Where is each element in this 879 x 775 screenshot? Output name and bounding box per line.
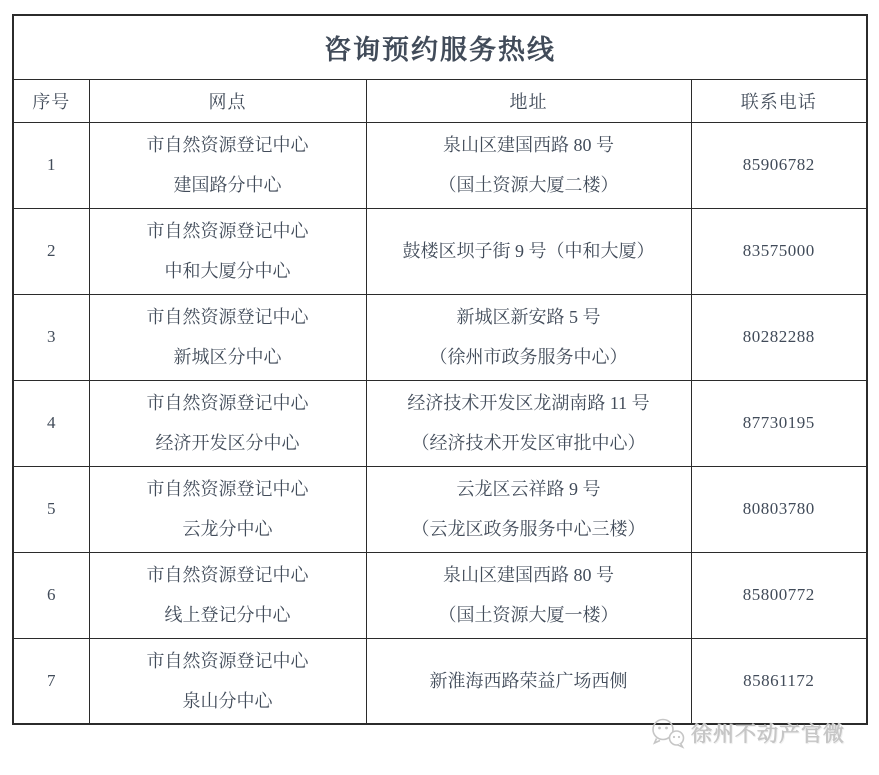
branch-line: 线上登记分中心	[164, 605, 291, 625]
cell-serial-number: 2	[13, 208, 89, 294]
cell-branch	[89, 294, 366, 380]
cell-serial-number: 5	[13, 466, 89, 552]
cell-branch	[89, 466, 366, 552]
address-line: （国土资源大厦一楼）	[438, 605, 619, 625]
address-line: （徐州市政务服务中心）	[429, 347, 628, 367]
cell-phone: 85861172	[691, 638, 867, 724]
branch-line: 泉山分中心	[182, 690, 273, 711]
address-line: 经济技术开发区龙湖南路 11 号	[407, 393, 650, 413]
cell-branch	[89, 122, 366, 208]
cell-phone: 87730195	[691, 380, 867, 466]
branch-line: 市自然资源登记中心	[146, 650, 309, 671]
cell-address	[366, 122, 691, 208]
cell-serial-number: 1	[13, 122, 89, 208]
cell-phone: 80803780	[691, 466, 867, 552]
cell-branch	[89, 208, 366, 294]
branch-line: 经济开发区分中心	[155, 433, 300, 453]
cell-address	[366, 208, 691, 294]
cell-serial-number: 6	[13, 552, 89, 638]
cell-serial-number: 7	[13, 638, 89, 724]
header-address: 地址	[366, 79, 691, 122]
branch-line: 新城区分中心	[173, 347, 282, 367]
address-line: 泉山区建国西路 80 号	[443, 565, 614, 585]
header-serial-number: 序号	[13, 79, 89, 122]
table-row	[13, 294, 867, 380]
cell-branch	[89, 380, 366, 466]
wechat-icon	[650, 717, 686, 749]
cell-address	[366, 294, 691, 380]
branch-line: 建国路分中心	[173, 175, 282, 195]
branch-line: 市自然资源登记中心	[146, 393, 309, 413]
cell-branch	[89, 638, 366, 724]
cell-address	[366, 466, 691, 552]
cell-phone: 85800772	[691, 552, 867, 638]
cell-address	[366, 380, 691, 466]
address-line: 鼓楼区坝子街 9 号（中和大厦）	[402, 241, 655, 261]
table-row	[13, 380, 867, 466]
branch-line: 市自然资源登记中心	[146, 221, 309, 241]
cell-address	[366, 638, 691, 724]
table-body	[13, 122, 867, 724]
table-row	[13, 208, 867, 294]
cell-serial-number: 3	[13, 294, 89, 380]
address-line: 新城区新安路 5 号	[456, 307, 601, 327]
address-line: （云龙区政务服务中心三楼）	[411, 519, 646, 539]
address-line: （国土资源大厦二楼）	[438, 175, 619, 195]
branch-line: 市自然资源登记中心	[146, 135, 309, 155]
table-title: 咨询预约服务热线	[13, 15, 867, 79]
branch-line: 市自然资源登记中心	[146, 479, 309, 499]
watermark-text: 徐州不动产官微	[691, 723, 845, 746]
cell-phone: 83575000	[691, 208, 867, 294]
cell-phone: 85906782	[691, 122, 867, 208]
branch-line: 市自然资源登记中心	[146, 565, 309, 585]
address-line: 云龙区云祥路 9 号	[456, 479, 601, 499]
header-row	[13, 79, 867, 122]
table-row	[13, 638, 867, 724]
address-line: 新淮海西路荣益广场西侧	[429, 670, 628, 691]
hotline-table	[12, 14, 868, 725]
cell-branch	[89, 552, 366, 638]
title-row	[13, 15, 867, 79]
table-row	[13, 122, 867, 208]
header-branch: 网点	[89, 79, 366, 122]
branch-line: 云龙分中心	[182, 519, 273, 539]
cell-serial-number: 4	[13, 380, 89, 466]
cell-phone: 80282288	[691, 294, 867, 380]
cell-address	[366, 552, 691, 638]
table-row	[13, 552, 867, 638]
table-row	[13, 466, 867, 552]
address-line: 泉山区建国西路 80 号	[443, 135, 614, 155]
branch-line: 市自然资源登记中心	[146, 307, 309, 327]
watermark	[650, 717, 845, 749]
header-phone: 联系电话	[691, 79, 867, 122]
address-line: （经济技术开发区审批中心）	[411, 433, 646, 453]
branch-line: 中和大厦分中心	[164, 261, 291, 281]
